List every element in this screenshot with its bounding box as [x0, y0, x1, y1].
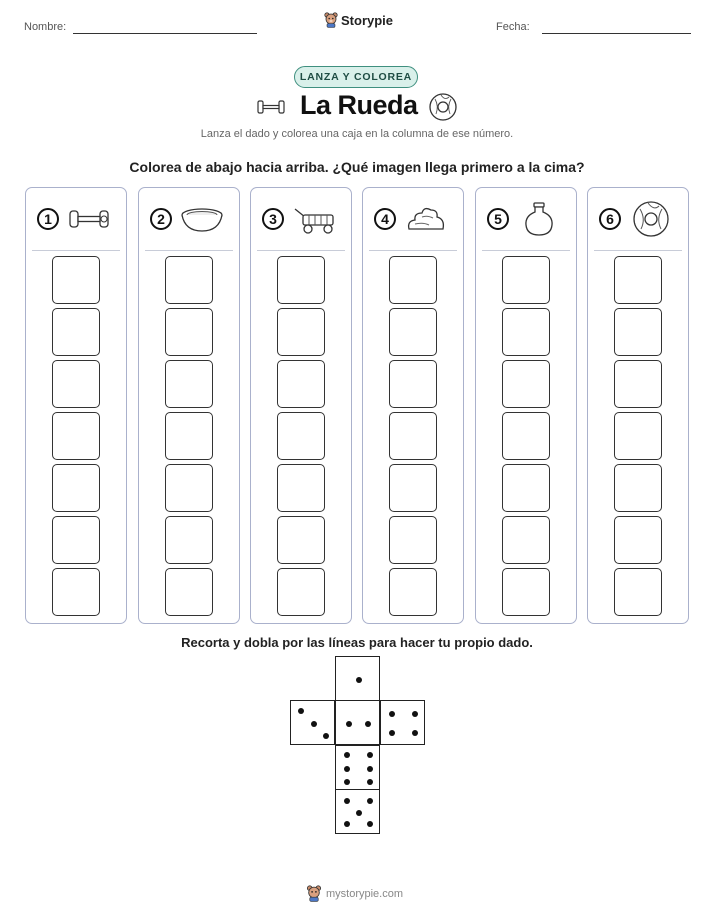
dumbbell-icon [66, 201, 112, 237]
dice-pip [367, 779, 373, 785]
dice-pip [344, 766, 350, 772]
color-box[interactable] [389, 464, 437, 512]
color-box[interactable] [52, 256, 100, 304]
color-box[interactable] [52, 516, 100, 564]
column-header [476, 188, 576, 250]
color-box[interactable] [614, 256, 662, 304]
column-number: 5 [487, 208, 509, 230]
column-4 [362, 187, 464, 624]
column-number: 4 [374, 208, 396, 230]
dice-pip [367, 798, 373, 804]
color-box[interactable] [502, 516, 550, 564]
dice-face-2 [335, 700, 380, 745]
color-box[interactable] [502, 256, 550, 304]
column-3 [250, 187, 352, 624]
dice-face-4 [380, 700, 425, 745]
bowl-icon [179, 201, 225, 237]
dice-pip [346, 721, 352, 727]
color-box[interactable] [165, 464, 213, 512]
date-line[interactable] [542, 33, 691, 34]
color-box[interactable] [614, 360, 662, 408]
column-divider [594, 250, 682, 251]
color-box[interactable] [165, 360, 213, 408]
dice-pip [344, 798, 350, 804]
column-divider [369, 250, 457, 251]
color-box[interactable] [165, 256, 213, 304]
dice-instruction: Recorta y dobla por las líneas para hacer tu propio dado. [181, 635, 533, 650]
pottery-wheel-icon [427, 92, 459, 122]
column-6 [587, 187, 689, 624]
activity-badge: LANZA Y COLOREA [294, 66, 418, 88]
subtitle: Lanza el dado y colorea una caja en la columna de ese número. [200, 128, 514, 140]
bear-mascot-icon [306, 885, 322, 902]
column-1 [25, 187, 127, 624]
clay-icon [403, 201, 449, 237]
coloring-instruction: Colorea de abajo hacia arriba. ¿Qué imagen llega primero a la cima? [129, 159, 585, 175]
color-box[interactable] [614, 464, 662, 512]
color-box[interactable] [502, 308, 550, 356]
color-box[interactable] [52, 464, 100, 512]
column-number: 2 [150, 208, 172, 230]
dice-face-5 [335, 789, 380, 834]
dice-pip [389, 730, 395, 736]
color-box[interactable] [502, 360, 550, 408]
pottery-wheel-icon [628, 201, 674, 237]
column-divider [32, 250, 120, 251]
color-box[interactable] [389, 256, 437, 304]
color-box[interactable] [165, 308, 213, 356]
dice-pip [323, 733, 329, 739]
column-number: 3 [262, 208, 284, 230]
color-box[interactable] [165, 568, 213, 616]
dice-pip [344, 752, 350, 758]
dice-face-3 [290, 700, 335, 745]
dice-pip [344, 779, 350, 785]
color-box[interactable] [502, 568, 550, 616]
color-box[interactable] [502, 412, 550, 460]
color-box[interactable] [165, 412, 213, 460]
color-box[interactable] [389, 412, 437, 460]
brand-name: Storypie [341, 12, 394, 28]
dice-pip [412, 730, 418, 736]
color-box[interactable] [389, 516, 437, 564]
color-box[interactable] [614, 412, 662, 460]
page-title: La Rueda [300, 90, 418, 120]
dumbbell-icon [256, 98, 286, 116]
dice-face-1 [335, 656, 380, 701]
dice-pip [389, 711, 395, 717]
color-box[interactable] [277, 568, 325, 616]
date-label: Fecha: [496, 21, 530, 33]
color-box[interactable] [389, 360, 437, 408]
column-divider [257, 250, 345, 251]
column-divider [482, 250, 570, 251]
color-box[interactable] [502, 464, 550, 512]
color-box[interactable] [614, 516, 662, 564]
dice-pip [365, 721, 371, 727]
dice-pip [367, 821, 373, 827]
color-box[interactable] [389, 568, 437, 616]
color-box[interactable] [614, 308, 662, 356]
column-2 [138, 187, 240, 624]
bear-mascot-icon [324, 12, 338, 28]
color-box[interactable] [277, 360, 325, 408]
vase-icon [516, 201, 562, 237]
dice-pip [412, 711, 418, 717]
color-box[interactable] [165, 516, 213, 564]
brand-logo [324, 12, 393, 28]
color-box[interactable] [277, 464, 325, 512]
color-box[interactable] [52, 568, 100, 616]
dice-pip [298, 708, 304, 714]
column-header [26, 188, 126, 250]
title-row [0, 90, 714, 128]
wagon-icon [291, 201, 337, 237]
column-header [363, 188, 463, 250]
dice-pip [367, 766, 373, 772]
dice-pip [311, 721, 317, 727]
color-box[interactable] [389, 308, 437, 356]
dice-face-6 [335, 745, 380, 790]
column-header [139, 188, 239, 250]
color-box[interactable] [277, 516, 325, 564]
color-box[interactable] [52, 412, 100, 460]
column-divider [145, 250, 233, 251]
color-box[interactable] [277, 256, 325, 304]
dice-pip [367, 752, 373, 758]
color-box[interactable] [52, 360, 100, 408]
dice-pip [344, 821, 350, 827]
dice-pip [356, 677, 362, 683]
footer-url: mystorypie.com [326, 887, 404, 900]
footer [306, 885, 403, 902]
name-line[interactable] [73, 33, 257, 34]
column-header [588, 188, 688, 250]
dice-pip [356, 810, 362, 816]
column-header [251, 188, 351, 250]
color-box[interactable] [277, 412, 325, 460]
color-box[interactable] [52, 308, 100, 356]
column-number: 6 [599, 208, 621, 230]
name-label: Nombre: [24, 21, 67, 33]
column-number: 1 [37, 208, 59, 230]
color-box[interactable] [614, 568, 662, 616]
column-5 [475, 187, 577, 624]
color-box[interactable] [277, 308, 325, 356]
